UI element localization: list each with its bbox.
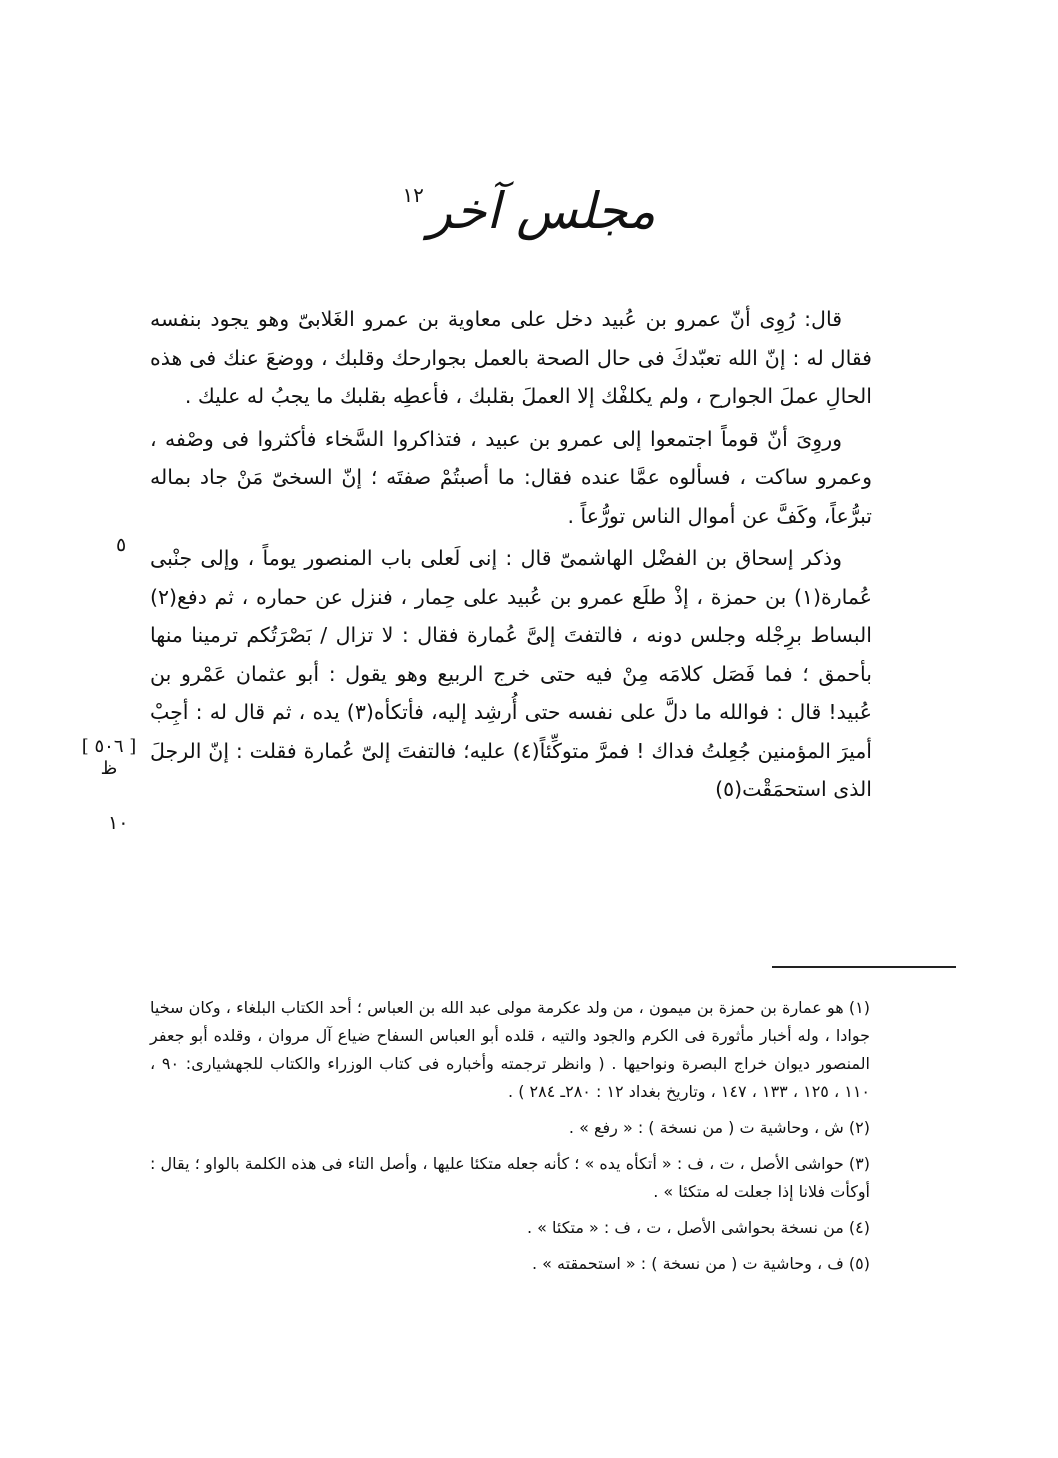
paragraph: وروِىَ أنّ قوماً اجتمعوا إلى عمرو بن عبيد ، فتذاكروا السَّخاء فأكثروا فى وصْفه ، وعمرو ساكت ، فسألوه عمَّا عنده فقال: ما أصبتُمْ صفتَه ؛ إنّ السخىّ مَنْ جاد بماله تبرُّعاً، وكَفَّ عن أموال الناس تورُّعاً . [150,426,872,528]
line-number-5: ٥ [116,534,127,556]
folio-side: ظ [100,758,118,779]
section-number: ١٢ [402,183,424,207]
footnote: (١) هو عمارة بن حمزة بن ميمون ، من ولد عكرمة مولى عبد الله بن العباس ؛ أحد الكتاب البلغاء ، وكان سخيا جوادا ، وله أخبار مأثورة فى الكرم والجود والتيه ، قلده أبو العباس السفاح ضياع آل مروان ، وقلده أبو جعفر المنصور ديوان خراج البصرة ونواحيها . ( وانظر ترجمته وأخباره فى كتاب الوزراء والكتاب للجهشيارى: ٩٠ ، ١١٠ ، ١٢٥ ، ١٣٣ ، ١٤٧ ، وتاريخ بغداد ١٢ : ٢٨٠ـ ٢٨٤ ) . [150,998,870,1101]
footnote: (٤) من نسخة بحواشى الأصل ، ت ، ف : « متكئا » . [526,1218,870,1237]
footnotes [150,994,870,1278]
footnote: (٢) ش ، وحاشية ت ( من نسخة ) : « رفع » . [568,1118,870,1137]
paragraph: قال: رُوِى أنّ عمرو بن عُبيد دخل على معاوية بن عمرو الغَلابىّ وهو يجود بنفسه فقال له : إنّ الله تعبّدكَ فى حال الصحة بالعمل بجوارحك وقلبك ، ووضعَ عنك فى هذه الحالِ عملَ الجوارح ، ولم يكلفْك إلا العملَ بقلبك ، فأعطِه بقلبك ما يجبُ له عليك . [150,307,872,408]
section-title: مجلس آخر [427,182,656,240]
paragraph: وذكر إسحاق بن الفضْل الهاشمىّ قال : إنى لَعلى باب المنصور يوماً ، وإلى جنْبى عُمارة(١) بن حمزة ، إذْ طلَع عمرو بن عُبيد على حِمار ، فنزل عن حماره ، ثم دفع(٢) البساط برِجْله وجلس دونه ، فالتفتَ إلىَّ عُمارة فقال : لا تزال / بَصْرَتُكم ترمينا منها بأحمق ؛ فما فَصَل كلامَه مِنْ فيه حتى خرج الربيع وهو يقول : أبو عثمان عَمْرو بن عُبيد! قال : فوالله ما دلَّ على نفسه حتى أُرشِد إليه، فأتكأه(٣) يده ، ثم قال له : أجِبْ أميرَ المؤمنين جُعِلتُ فداك ! فمرَّ متوكِّئاً(٤) عليه؛ فالتفتَ إلىّ عُمارة فقلت : إنّ الرجلَ الذى استحمَقْت(٥) [150,546,872,801]
manuscript-folio-marker [74,736,144,780]
footnote: (٥) ف ، وحاشية ت ( من نسخة ) : « استحمقته » . [532,1254,870,1273]
main-text [150,300,872,809]
footnote-divider [772,966,956,968]
footnote: (٣) حواشى الأصل ، ت ، ف : « أتكأه يده » ؛ كأنه جعله متكئا عليها ، وأصل التاء فى هذه الكلمة بالواو ؛ يقال : أوكأت فلانا إذا جعلت له متكئا » . [150,1154,870,1201]
section-heading [0,182,1058,240]
line-number-10: ١٠ [108,812,129,834]
folio-reference: [ ٥٠٦ ] [81,736,137,757]
